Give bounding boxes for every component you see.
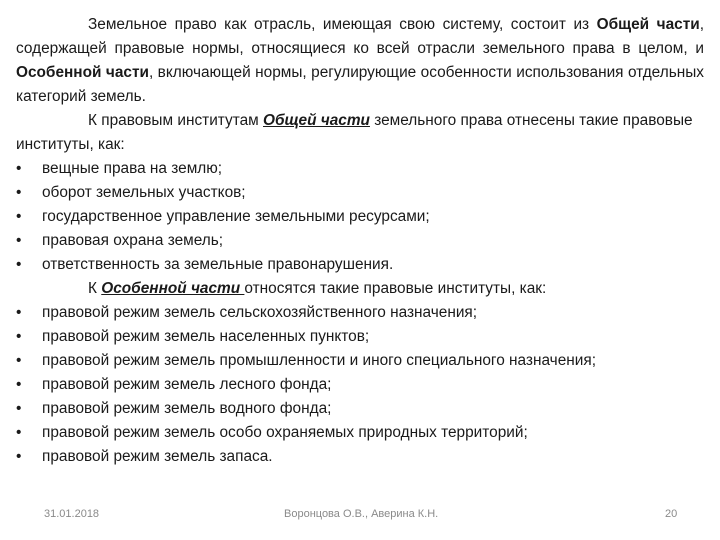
general-lead-before: К правовым институтам	[88, 112, 264, 129]
general-section-lead	[16, 109, 704, 157]
special-institutes-list	[16, 301, 704, 469]
list-item-text: правовая охрана земель;	[42, 232, 224, 249]
list-item	[16, 421, 704, 445]
list-item	[16, 349, 704, 373]
footer-date: 31.01.2018	[44, 508, 100, 520]
list-item	[16, 445, 704, 469]
list-item-text: ответственность за земельные правонарушения.	[42, 256, 394, 273]
list-item-text: оборот земельных участков;	[42, 184, 246, 201]
intro-text-2: , содержащей правовые нормы, относящиеся ко всей отрасли земельного права в целом, и	[16, 16, 704, 57]
list-item-text: правовой режим земель водного фонда;	[42, 400, 332, 417]
list-item-text: правовой режим земель лесного фонда;	[42, 376, 332, 393]
intro-text-3: , включающей нормы, регулирующие особенности использования отдельных категорий земель.	[16, 64, 704, 105]
list-item	[16, 205, 704, 229]
special-lead-after: относятся такие правовые институты, как:	[244, 280, 547, 297]
special-lead-term: Особенной части	[101, 280, 245, 297]
list-item	[16, 229, 704, 253]
bullet-icon: •	[16, 328, 22, 345]
general-institutes-list	[16, 157, 704, 277]
list-item	[16, 325, 704, 349]
bullet-icon: •	[16, 160, 22, 177]
special-section-lead	[16, 277, 704, 301]
intro-paragraph	[16, 13, 704, 109]
list-item-text: вещные права на землю;	[42, 160, 223, 177]
list-item	[16, 301, 704, 325]
list-item	[16, 373, 704, 397]
bullet-icon: •	[16, 448, 22, 465]
general-lead-term: Общей части	[263, 112, 370, 129]
bullet-icon: •	[16, 256, 22, 273]
special-lead-before: К	[88, 280, 102, 297]
bullet-icon: •	[16, 352, 22, 369]
general-lead-after: земельного права отнесены такие правовые институты, как:	[16, 112, 693, 153]
list-item-text: правовой режим земель сельскохозяйственного назначения;	[42, 304, 478, 321]
bullet-icon: •	[16, 376, 22, 393]
list-item	[16, 397, 704, 421]
bullet-icon: •	[16, 184, 22, 201]
footer-authors: Воронцова О.В., Аверина К.Н.	[284, 508, 439, 520]
list-item-text: государственное управление земельными ресурсами;	[42, 208, 430, 225]
list-item-text: правовой режим земель запаса.	[42, 448, 273, 465]
list-item-text: правовой режим земель особо охраняемых природных территорий;	[42, 424, 528, 441]
general-part-term: Общей части	[596, 16, 700, 33]
list-item	[16, 253, 704, 277]
list-item-text: правовой режим земель промышленности и иного специального назначения;	[42, 352, 596, 369]
slide-content	[16, 13, 704, 469]
bullet-icon: •	[16, 208, 22, 225]
intro-text-1: Земельное право как отрасль, имеющая свою систему, состоит из	[88, 16, 597, 33]
list-item	[16, 157, 704, 181]
list-item	[16, 181, 704, 205]
bullet-icon: •	[16, 232, 22, 249]
bullet-icon: •	[16, 304, 22, 321]
bullet-icon: •	[16, 400, 22, 417]
bullet-icon: •	[16, 424, 22, 441]
special-part-term: Особенной части	[16, 64, 149, 81]
page-number: 20	[665, 508, 678, 520]
list-item-text: правовой режим земель населенных пунктов;	[42, 328, 370, 345]
